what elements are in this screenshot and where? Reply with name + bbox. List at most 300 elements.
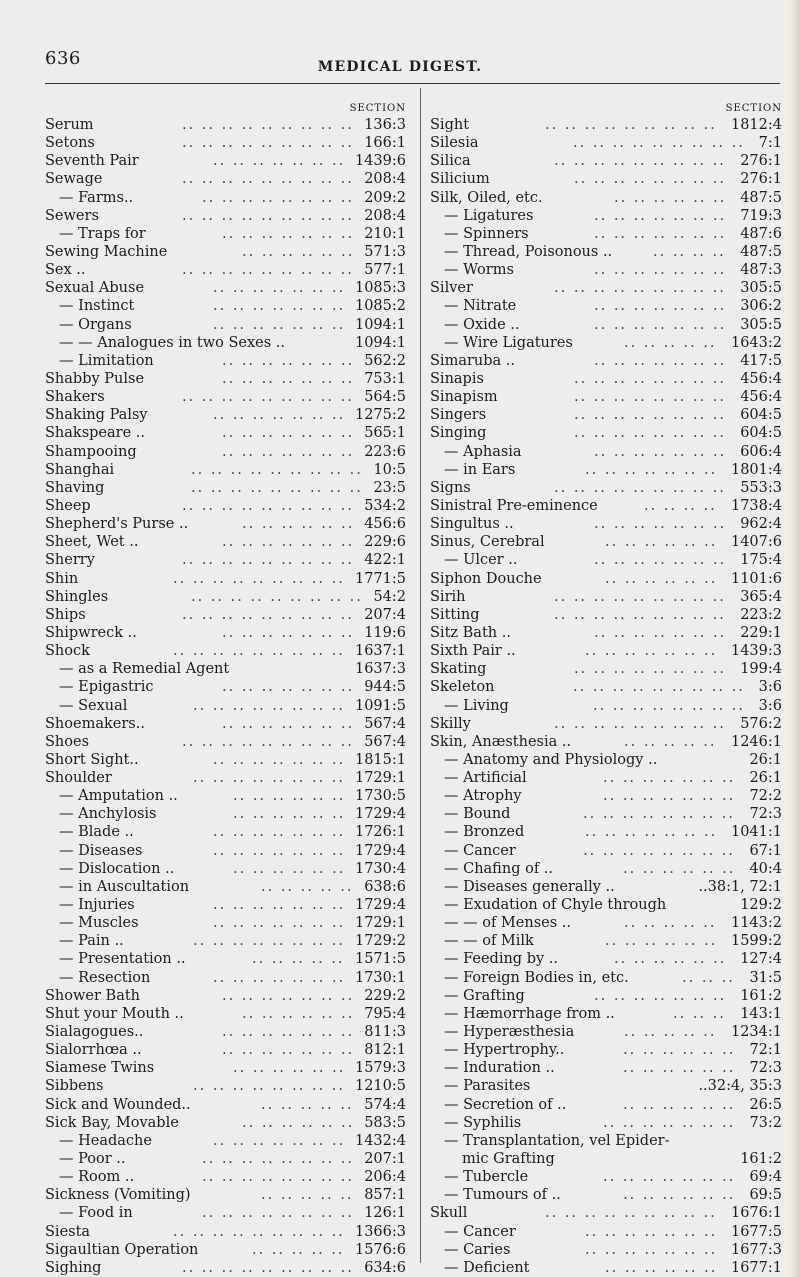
entry-term: Sickness (Vomiting)	[45, 1187, 191, 1204]
index-entry	[45, 969, 410, 987]
entry-section-number: 26:1	[749, 770, 782, 787]
index-entry	[430, 170, 782, 188]
entry-term: Shower Bath	[45, 987, 141, 1004]
entry-term: Shipwreck ..	[45, 624, 137, 641]
leader-dots: .. .. .. .. .. .. ..	[594, 316, 727, 333]
leader-dots: .. .. .. .. .. .. ..	[213, 842, 346, 859]
index-entry	[430, 1132, 782, 1150]
leader-dots: .. .. .. .. .. .. ..	[222, 425, 355, 442]
entry-term: — Artificial	[444, 770, 527, 787]
entry-section-number: 207:4	[364, 606, 406, 623]
entry-section-number: 1729:4	[354, 842, 406, 859]
leader-dots: .. .. .. .. .. ..	[605, 933, 718, 950]
index-entry	[45, 606, 410, 624]
index-entry	[45, 914, 410, 932]
entry-section-number: 1677:5	[730, 1223, 782, 1240]
index-entry	[430, 805, 782, 823]
entry-section-number: 1637:3	[354, 661, 406, 678]
entry-term: — Food in	[59, 1205, 133, 1222]
index-entry	[45, 243, 410, 261]
entry-section-number: 534:2	[364, 497, 406, 514]
entry-term: — Wire Ligatures	[444, 334, 573, 351]
leader-dots: .. .. .. .. .. .. .. ..	[202, 1151, 355, 1168]
entry-section-number: 69:5	[749, 1187, 782, 1204]
index-entry	[430, 1041, 782, 1059]
entry-section-number: 306:2	[740, 298, 782, 315]
entry-section-number: 634:6	[364, 1259, 406, 1276]
entry-section-number: 1729:4	[354, 806, 406, 823]
column-divider	[420, 88, 421, 1263]
entry-section-number: 604:5	[740, 407, 782, 424]
entry-term: — Resection	[59, 969, 151, 986]
entry-section-number: 1677:3	[730, 1241, 782, 1258]
entry-section-number: 567:4	[364, 733, 406, 750]
index-entry	[45, 1241, 410, 1259]
index-entry	[45, 1096, 410, 1114]
entry-term: — Aphasia	[444, 443, 522, 460]
leader-dots: .. .. .. .. .. .. .. .. ..	[182, 1259, 354, 1276]
index-entry	[45, 1059, 410, 1077]
leader-dots: .. .. .. .. .. .. .. .. ..	[191, 461, 363, 478]
entry-term: Sitting	[430, 606, 480, 623]
entry-term: — Secretion of ..	[444, 1096, 567, 1113]
leader-dots: .. .. .. .. .. .. ..	[213, 824, 346, 841]
index-entry	[45, 261, 410, 279]
leader-dots: .. .. .. .. .. .. ..	[222, 679, 355, 696]
entry-section-number: 1729:1	[354, 915, 406, 932]
entry-section-number: 567:4	[364, 715, 406, 732]
leader-dots: .. .. .. .. .. .. ..	[594, 516, 727, 533]
entry-section-number: 209:2	[364, 189, 406, 206]
entry-section-number: 199:4	[740, 661, 782, 678]
index-entry	[430, 1077, 782, 1095]
leader-dots: .. .. ..	[673, 1005, 726, 1022]
index-entry	[45, 624, 410, 642]
leader-dots: .. .. .. .. .. .. .. .. ..	[573, 135, 745, 152]
entry-section-number: 69:4	[749, 1169, 782, 1186]
index-entry	[430, 987, 782, 1005]
entry-term: — Farms..	[59, 189, 134, 206]
entry-term: — in Ears	[444, 461, 516, 478]
entry-term: Seventh Pair	[45, 153, 139, 170]
index-entry	[430, 116, 782, 134]
index-entry	[430, 896, 782, 914]
leader-dots: .. .. .. .. .. .. .. ..	[593, 697, 746, 714]
leader-dots: .. .. ..	[682, 969, 735, 986]
entry-section-number: 72:3	[749, 1060, 782, 1077]
leader-dots: .. .. .. .. .. ..	[623, 1042, 736, 1059]
leader-dots: .. .. .. .. .. .. .. ..	[202, 1205, 355, 1222]
entry-section-number: 26:1	[749, 751, 782, 768]
leader-dots: .. .. .. .. .. .. ..	[603, 1169, 736, 1186]
entry-section-number: 1234:1	[730, 1024, 782, 1041]
index-entry	[45, 860, 410, 878]
index-entry	[430, 551, 782, 569]
leader-dots: .. .. .. .. .. .. ..	[213, 280, 346, 297]
leader-dots: .. .. .. .. .. .. .. ..	[202, 189, 355, 206]
leader-dots: .. .. .. .. .. .. ..	[585, 461, 718, 478]
entry-term: — Instinct	[59, 298, 135, 315]
leader-dots: .. .. .. .. .. .. ..	[213, 897, 346, 914]
entry-section-number: 127:4	[740, 951, 782, 968]
entry-term: — Muscles	[59, 915, 139, 932]
entry-section-number: 487:5	[740, 243, 782, 260]
leader-dots: .. .. .. .. .. .. .. .. ..	[573, 679, 745, 696]
leader-dots: .. .. .. .. .. .. ..	[222, 1042, 355, 1059]
index-entry	[430, 443, 782, 461]
entry-term: — Blade ..	[59, 824, 134, 841]
index-entry	[45, 352, 410, 370]
entry-term: Ships	[45, 606, 86, 623]
entry-section-number: 456:4	[740, 370, 782, 387]
index-entry	[45, 588, 410, 606]
entry-section-number: 456:4	[740, 389, 782, 406]
index-entry	[430, 787, 782, 805]
index-entry	[45, 170, 410, 188]
entry-term: Signs	[430, 479, 471, 496]
index-entry	[45, 787, 410, 805]
index-entry	[430, 950, 782, 968]
leader-dots: .. .. .. .. .. ..	[233, 788, 346, 805]
index-entry	[45, 515, 410, 533]
leader-dots: .. .. .. .. .. ..	[605, 1259, 718, 1276]
entry-section-number: 422:1	[364, 552, 406, 569]
entry-section-number: 166:1	[364, 135, 406, 152]
index-entry	[45, 878, 410, 896]
section-column-label: SECTION	[349, 103, 406, 114]
entry-section-number: 126:1	[364, 1205, 406, 1222]
index-entry	[45, 388, 410, 406]
running-title: MEDICAL DIGEST.	[317, 59, 483, 75]
index-entry	[430, 1114, 782, 1132]
leader-dots: .. .. .. .. .. .. .. ..	[574, 370, 727, 387]
leader-dots: .. .. .. .. .. .. .. .. ..	[182, 171, 354, 188]
index-entry	[45, 116, 410, 134]
leader-dots: .. .. .. .. .. .. .. .. ..	[182, 135, 354, 152]
entry-term: Setons	[45, 135, 95, 152]
entry-section-number: 1579:3	[354, 1060, 406, 1077]
entry-term: Sialorrhœa ..	[45, 1042, 142, 1059]
leader-dots: .. .. .. .. .. ..	[605, 534, 718, 551]
entry-term: Silicium	[430, 171, 490, 188]
index-entry	[430, 134, 782, 152]
entry-term: — Spinners	[444, 225, 529, 242]
leader-dots: .. .. .. .. .. .. .. .. ..	[191, 588, 363, 605]
entry-section-number: 1676:1	[730, 1205, 782, 1222]
index-entry	[430, 1023, 782, 1041]
leader-dots: .. .. .. .. .. ..	[605, 570, 718, 587]
entry-term: Sexual Abuse	[45, 280, 145, 297]
entry-term: — Syphilis	[444, 1114, 522, 1131]
index-entry	[430, 279, 782, 297]
index-entry	[430, 406, 782, 424]
index-entry	[430, 352, 782, 370]
index-entry	[430, 1259, 782, 1277]
leader-dots: .. .. .. .. .. .. .. .. ..	[182, 606, 354, 623]
entry-term: — Diseases	[59, 842, 143, 859]
entry-term: Silver	[430, 280, 473, 297]
leader-dots: .. .. .. .. .. .. .. .. ..	[182, 117, 354, 133]
entry-section-number: 1801:4	[730, 461, 782, 478]
entry-term: — Sexual	[59, 697, 128, 714]
index-entry	[45, 1168, 410, 1186]
entry-term: — Anatomy and Physiology ..	[444, 751, 658, 768]
entry-section-number: 574:4	[364, 1096, 406, 1113]
entry-term: Singultus ..	[430, 516, 514, 533]
entry-term: Shoes	[45, 733, 90, 750]
entry-term: — as a Remedial Agent	[59, 661, 230, 678]
entry-term: — Foreign Bodies in, etc.	[444, 969, 629, 986]
leader-dots: .. .. .. .. .. .. .. ..	[202, 1169, 355, 1186]
leader-dots: .. .. .. .. .. .. ..	[213, 915, 346, 932]
entry-term: Sinapis	[430, 370, 484, 387]
leader-dots: .. .. .. .. .. ..	[623, 1187, 736, 1204]
index-entry	[430, 932, 782, 950]
entry-section-number: 1812:4	[730, 117, 782, 133]
index-entry	[430, 297, 782, 315]
entry-section-number: 175:4	[740, 552, 782, 569]
index-entry	[45, 1041, 410, 1059]
leader-dots: .. .. .. .. .. ..	[614, 189, 727, 206]
index-entry	[430, 969, 782, 987]
entry-term: — Thread, Poisonous ..	[444, 243, 613, 260]
leader-dots: .. .. .. .. .. .. ..	[594, 624, 727, 641]
entry-term: — Atrophy	[444, 788, 522, 805]
entry-term: Singing	[430, 425, 487, 442]
entry-section-number: 1643:2	[730, 334, 782, 351]
entry-term: Sheet, Wet ..	[45, 534, 139, 551]
entry-term: Sialagogues..	[45, 1024, 144, 1041]
entry-term: Sighing	[45, 1259, 102, 1276]
entry-section-number: 1085:2	[354, 298, 406, 315]
entry-term: Silica	[430, 153, 471, 170]
index-entry	[45, 533, 410, 551]
index-entry	[430, 823, 782, 841]
entry-section-number: 1210:5	[354, 1078, 406, 1095]
entry-section-number: 1771:5	[354, 570, 406, 587]
leader-dots: .. .. .. .. .. ..	[233, 860, 346, 877]
index-entry	[430, 860, 782, 878]
entry-term: — Ulcer ..	[444, 552, 518, 569]
entry-term: — Presentation ..	[59, 951, 186, 968]
entry-term: Shampooing	[45, 443, 137, 460]
index-entry	[45, 551, 410, 569]
leader-dots: .. .. .. .. .. .. ..	[213, 298, 346, 315]
entry-term: — Hæmorrhage from ..	[444, 1005, 615, 1022]
entry-term: Shanghai	[45, 461, 115, 478]
entry-section-number: 210:1	[364, 225, 406, 242]
entry-section-number: 276:1	[740, 153, 782, 170]
entry-section-number: 229:6	[364, 534, 406, 551]
entry-section-number: 795:4	[364, 1005, 406, 1022]
page-edge-shadow	[790, 0, 800, 1277]
index-entry	[430, 588, 782, 606]
leader-dots: .. .. .. .. .. .. .. .. ..	[182, 389, 354, 406]
leader-dots: .. .. .. .. ..	[624, 1024, 717, 1041]
index-entry	[45, 1023, 410, 1041]
entry-term: Sewing Machine	[45, 243, 168, 260]
entry-term: Sinistral Pre-eminence	[430, 497, 598, 514]
entry-term: Shut your Mouth ..	[45, 1005, 184, 1022]
entry-section-number: 1041:1	[730, 824, 782, 841]
index-entry	[45, 987, 410, 1005]
entry-section-number: 31:5	[749, 969, 782, 986]
entry-section-number: 72:3	[749, 806, 782, 823]
entry-section-number: 1729:4	[354, 897, 406, 914]
entry-term: Shakspeare ..	[45, 425, 145, 442]
index-entry	[45, 443, 410, 461]
leader-dots: .. .. .. .. .. .. .. .. ..	[182, 733, 354, 750]
leader-dots: .. .. .. .. .. .. .. .. ..	[554, 588, 726, 605]
index-entry	[45, 823, 410, 841]
entry-section-number: 811:3	[364, 1024, 406, 1041]
leader-dots: .. .. .. .. .. .. ..	[213, 407, 346, 424]
index-entry	[45, 1223, 410, 1241]
entry-term: Sirih	[430, 588, 466, 605]
index-entry	[430, 497, 782, 515]
entry-term: — Oxide ..	[444, 316, 520, 333]
index-entry	[45, 406, 410, 424]
entry-term: — Parasites	[444, 1078, 531, 1095]
index-entry	[430, 733, 782, 751]
leader-dots: .. .. .. .. .. .. ..	[213, 153, 346, 170]
entry-section-number: 119:6	[364, 624, 406, 641]
entry-section-number: 1730:1	[354, 969, 406, 986]
index-entry	[430, 479, 782, 497]
entry-section-number: 1407:6	[730, 534, 782, 551]
leader-dots: .. .. .. .. .. .. ..	[213, 751, 346, 768]
leader-dots: .. .. .. .. .. .. ..	[603, 770, 736, 787]
index-entry	[45, 479, 410, 497]
entry-section-number: 577:1	[364, 262, 406, 279]
index-entry	[430, 697, 782, 715]
entry-term: Sigaultian Operation	[45, 1241, 199, 1258]
leader-dots: .. .. .. .. .. ..	[233, 1060, 346, 1077]
entry-term: Sick and Wounded..	[45, 1096, 191, 1113]
entry-section-number: 719:3	[740, 207, 782, 224]
section-column-label: SECTION	[725, 103, 782, 114]
leader-dots: .. .. .. .. .. .. .. .. ..	[554, 153, 726, 170]
entry-term: Siphon Douche	[430, 570, 542, 587]
entry-term: Simaruba ..	[430, 352, 515, 369]
entry-term: Serum	[45, 117, 94, 133]
entry-section-number: 1726:1	[354, 824, 406, 841]
index-entry	[430, 370, 782, 388]
entry-term: — Deficient	[444, 1259, 530, 1276]
entry-term: Shingles	[45, 588, 109, 605]
entry-term: — Cancer	[444, 842, 516, 859]
index-entry	[45, 316, 410, 334]
entry-term: Silk, Oiled, etc.	[430, 189, 543, 206]
leader-dots: .. .. .. .. .. .. .. ..	[193, 933, 346, 950]
entry-section-number: 1730:4	[354, 860, 406, 877]
leader-dots: .. .. .. .. ..	[624, 915, 717, 932]
leader-dots: .. .. .. .. .. ..	[242, 243, 355, 260]
entry-term: Skull	[430, 1205, 468, 1222]
entry-term: Singers	[430, 407, 487, 424]
entry-section-number: 3:6	[758, 697, 782, 714]
entry-section-number: 207:1	[364, 1151, 406, 1168]
entry-section-number: 553:3	[740, 479, 782, 496]
entry-term: — Pain ..	[59, 933, 124, 950]
entry-section-number: 1094:1	[354, 334, 406, 351]
index-entry	[430, 660, 782, 678]
index-entry	[45, 570, 410, 588]
entry-term: — Bound	[444, 806, 511, 823]
leader-dots: .. .. .. .. .. .. ..	[594, 443, 727, 460]
leader-dots: .. .. .. .. .. .. .. .. ..	[545, 1205, 717, 1222]
leader-dots: .. .. .. .. .. .. ..	[222, 370, 355, 387]
entry-term: Sitz Bath ..	[430, 624, 511, 641]
entry-term: — Room ..	[59, 1169, 135, 1186]
entry-term: — Nitrate	[444, 298, 517, 315]
entry-term: — Grafting	[444, 987, 525, 1004]
leader-dots: .. .. .. ..	[653, 243, 726, 260]
entry-section-number: 576:2	[740, 715, 782, 732]
index-entry	[45, 424, 410, 442]
leader-dots: .. .. .. .. .. .. .. ..	[193, 1078, 346, 1095]
leader-dots: .. .. .. .. .. ..	[233, 806, 346, 823]
entry-term: Siamese Twins	[45, 1060, 155, 1077]
entry-term: Shakers	[45, 389, 105, 406]
entry-term: — Induration ..	[444, 1060, 555, 1077]
index-entry	[45, 733, 410, 751]
entry-section-number: 944:5	[364, 679, 406, 696]
leader-dots: .. .. .. .. .. .. ..	[222, 987, 355, 1004]
index-entry	[45, 896, 410, 914]
leader-dots: .. .. .. .. .. .. .. ..	[193, 770, 346, 787]
header-rule	[45, 83, 780, 84]
entry-section-number: 1085:3	[354, 280, 406, 297]
entry-section-number: 1729:1	[354, 770, 406, 787]
index-entry	[430, 1059, 782, 1077]
entry-section-number: 129:2	[740, 897, 782, 914]
index-entry	[430, 1204, 782, 1222]
entry-term: — Epigastric	[59, 679, 154, 696]
index-entry	[45, 461, 410, 479]
entry-term: Sewers	[45, 207, 99, 224]
leader-dots: .. .. .. .. .. .. .. .. ..	[182, 552, 354, 569]
leader-dots: .. .. .. .. .. ..	[242, 1114, 355, 1131]
index-entry	[45, 769, 410, 787]
leader-dots: .. .. .. .. ..	[252, 1241, 345, 1258]
entry-section-number: 161:2	[740, 1151, 782, 1168]
index-entry	[45, 207, 410, 225]
entry-section-number: 3:6	[758, 679, 782, 696]
entry-term: Sheep	[45, 497, 91, 514]
entry-term: Sick Bay, Movable	[45, 1114, 179, 1131]
index-column-left	[45, 102, 410, 1277]
entry-term: — in Auscultation	[59, 878, 190, 895]
entry-term: — Feeding by ..	[444, 951, 558, 968]
entry-section-number: 10:5	[373, 461, 406, 478]
entry-term: — Poor ..	[59, 1151, 126, 1168]
entry-term: Sinapism	[430, 389, 498, 406]
entry-section-number: 229:2	[364, 987, 406, 1004]
entry-term: — Exudation of Chyle through	[444, 897, 667, 914]
index-entry	[430, 1150, 782, 1168]
entry-section-number: 812:1	[364, 1042, 406, 1059]
leader-dots: .. .. .. .. .. .. ..	[585, 824, 718, 841]
entry-section-number: 1599:2	[730, 933, 782, 950]
entry-section-number: 67:1	[749, 842, 782, 859]
index-entry	[430, 842, 782, 860]
entry-section-number: 73:2	[749, 1114, 782, 1131]
entry-section-number: 1815:1	[354, 751, 406, 768]
entry-section-number: ..38:1, 72:1	[698, 878, 782, 895]
entry-section-number: 1094:1	[354, 316, 406, 333]
leader-dots: .. .. .. .. .. ..	[242, 516, 355, 533]
